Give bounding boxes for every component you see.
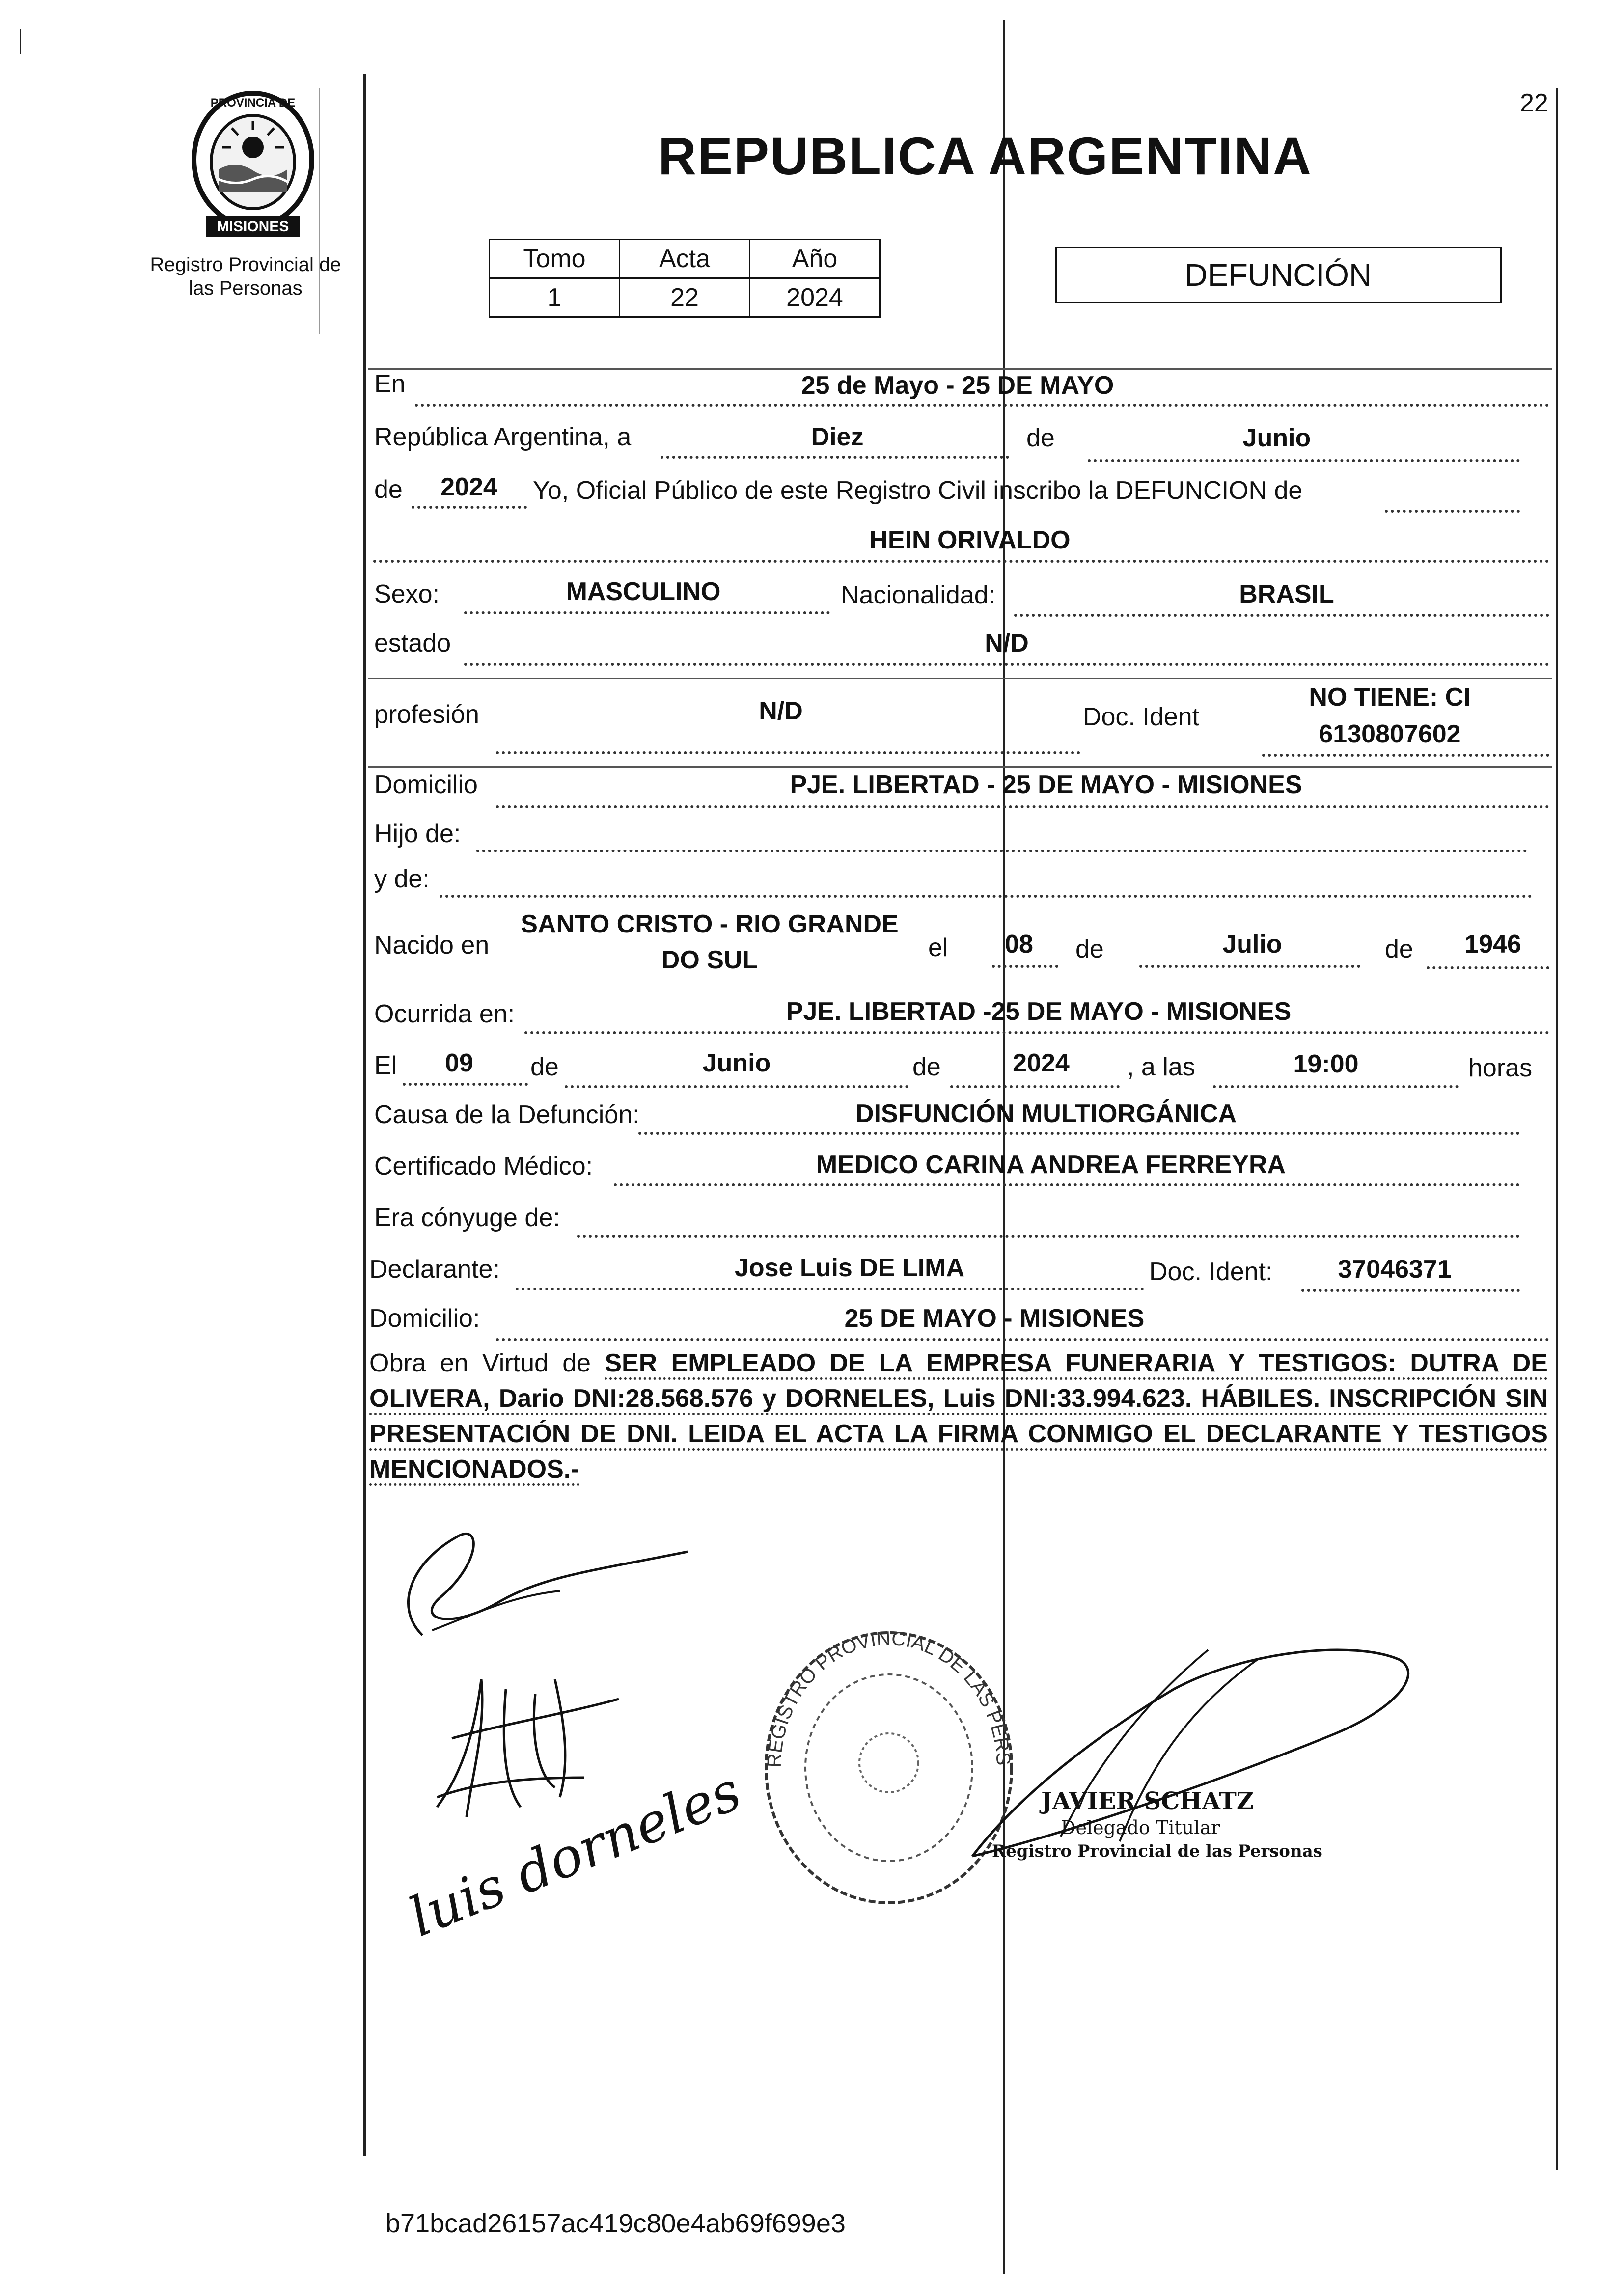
form-right-border (1556, 88, 1558, 2170)
nacionalidad-value: BRASIL (1239, 580, 1334, 608)
conyuge-dotted-line (577, 1235, 1520, 1238)
de-label-birth-1: de (1075, 935, 1104, 963)
declarante-dotted-line (516, 1288, 1144, 1290)
hijo-label: Hijo de: (374, 820, 461, 848)
birth-year: 1946 (1464, 930, 1521, 959)
estado-value: N/D (985, 629, 1029, 658)
obra-paragraph (369, 1345, 1548, 1487)
hijo-dotted-line (476, 850, 1527, 852)
sexo-label: Sexo: (374, 580, 440, 608)
birth-day-dotted-line (992, 965, 1058, 968)
month-dotted-line (1088, 459, 1520, 462)
domicilio-label: Domicilio (374, 770, 478, 799)
yde-dotted-line (440, 895, 1532, 898)
domicilio-value: PJE. LIBERTAD - 25 DE MAYO - MISIONES (790, 770, 1302, 799)
decl-doc-label: Doc. Ident: (1149, 1258, 1273, 1286)
causa-label: Causa de la Defunción: (374, 1100, 640, 1129)
acta-value-acta: 22 (620, 278, 750, 317)
causa-value: DISFUNCIÓN MULTIORGÁNICA (855, 1099, 1237, 1128)
profesion-dotted-line (496, 751, 1080, 754)
declarante-label: Declarante: (369, 1255, 500, 1284)
registry-name: Registro Provincial de las Personas (150, 254, 341, 299)
official-name: JAVIER SCHATZ (1041, 1787, 1254, 1815)
a-las-label: , a las (1127, 1053, 1195, 1081)
acta-value-tomo: 1 (490, 278, 620, 317)
provincial-seal-logo (182, 86, 324, 243)
oficial-dotted-line (1385, 510, 1520, 513)
nacido-value-line1: SANTO CRISTO - RIO GRANDE (521, 910, 899, 938)
svg-text:PROVINCIA DE: PROVINCIA DE (210, 96, 296, 110)
death-year-dotted-line (950, 1085, 1120, 1088)
declarante-value: Jose Luis DE LIMA (734, 1254, 965, 1282)
doc-ident-value-line2: 6130807602 (1319, 720, 1461, 748)
nacionalidad-dotted-line (1014, 614, 1549, 617)
page-number: 22 (1520, 89, 1548, 117)
death-day-dotted-line (403, 1083, 528, 1086)
death-month-dotted-line (565, 1085, 908, 1088)
yde-label: y de: (374, 865, 430, 893)
ocurrida-value: PJE. LIBERTAD -25 DE MAYO - MISIONES (786, 997, 1292, 1026)
document-hash: b71bcad26157ac419c80e4ab69f699e3 (385, 2209, 846, 2238)
nacido-value-line2: DO SUL (661, 946, 758, 974)
year-dotted-line (412, 506, 527, 509)
de-label-death-1: de (530, 1053, 559, 1081)
oficial-text: Yo, Oficial Público de este Registro Civil inscribo la DEFUNCION de (533, 476, 1303, 505)
official-title: Delegado Titular (1061, 1817, 1220, 1838)
form-left-border (363, 74, 366, 2156)
svg-text:luis dorneles: luis dorneles (400, 1759, 749, 1949)
de-label-2: de (374, 475, 403, 504)
acta-header-anio: Año (750, 240, 880, 278)
obra-label: Obra en Virtud de (369, 1349, 591, 1377)
decl-doc-dotted-line (1301, 1289, 1520, 1292)
conyuge-label: Era cónyuge de: (374, 1204, 560, 1232)
acta-header-tomo: Tomo (490, 240, 620, 278)
profesion-value: N/D (759, 697, 803, 725)
horas-label: horas (1468, 1054, 1533, 1082)
domicilio2-value: 25 DE MAYO - MISIONES (844, 1304, 1145, 1333)
acta-value-anio: 2024 (750, 278, 880, 317)
birth-month-dotted-line (1139, 965, 1360, 968)
day-value: Diez (811, 423, 864, 451)
doc-ident-dotted-line (1262, 754, 1549, 757)
year-value: 2024 (440, 473, 497, 501)
causa-dotted-line (638, 1132, 1520, 1135)
en-label: En (374, 370, 406, 398)
de-label-death-2: de (912, 1053, 941, 1081)
estado-dotted-line (464, 663, 1549, 666)
profesion-label: profesión (374, 700, 479, 729)
official-registry: Registro Provincial de las Personas (992, 1841, 1322, 1861)
doc-ident-label: Doc. Ident (1083, 703, 1200, 731)
estado-label: estado (374, 629, 451, 658)
deceased-name: HEIN ORIVALDO (869, 526, 1071, 554)
month-value: Junio (1242, 424, 1311, 452)
el-label-birth: el (928, 933, 948, 962)
scan-line-left-edge (20, 29, 21, 54)
ocurrida-dotted-line (524, 1031, 1549, 1034)
certificado-dotted-line (614, 1183, 1520, 1186)
el-label-death: El (374, 1051, 397, 1080)
republica-label: República Argentina, a (374, 423, 632, 451)
en-value: 25 de Mayo - 25 DE MAYO (801, 371, 1114, 400)
witness-handwriting-signature (388, 1759, 749, 1949)
domicilio-dotted-line (496, 805, 1549, 808)
page-title: REPUBLICA ARGENTINA (658, 126, 1312, 186)
domicilio2-dotted-line (496, 1338, 1549, 1341)
row-separator (368, 766, 1552, 768)
ocurrida-label: Ocurrida en: (374, 1000, 515, 1028)
decl-doc-value: 37046371 (1338, 1255, 1452, 1284)
death-year: 2024 (1013, 1049, 1070, 1077)
nacionalidad-label: Nacionalidad: (841, 581, 996, 609)
de-label-birth-2: de (1385, 935, 1413, 963)
birth-month: Julio (1222, 930, 1282, 959)
doc-ident-value-line1: NO TIENE: CI (1309, 683, 1471, 712)
birth-day: 08 (1005, 930, 1033, 959)
acta-header-acta: Acta (620, 240, 750, 278)
row-separator (368, 678, 1552, 679)
obra-value: SER EMPLEADO DE LA EMPRESA FUNERARIA Y TESTIGOS: DUTRA DE OLIVERA, Dario DNI:28.568.576 y DORNELES, Luis DNI:33.994.623. HÁBILES. INSCRIPCIÓN SIN PRESENTACIÓN DE DNI. LEIDA EL ACTA LA FIRMA CONMIGO EL DECLARANTE Y TESTIGOS MENCIONADOS.- (369, 1349, 1548, 1486)
document-type-box: DEFUNCIÓN (1055, 247, 1502, 303)
death-month: Junio (702, 1049, 771, 1077)
death-time: 19:00 (1293, 1050, 1359, 1078)
birth-year-dotted-line (1427, 966, 1549, 969)
death-day: 09 (445, 1049, 473, 1077)
certificado-value: MEDICO CARINA ANDREA FERREYRA (816, 1151, 1286, 1179)
de-label-1: de (1026, 424, 1055, 452)
domicilio2-label: Domicilio: (369, 1304, 480, 1333)
scan-fold-line (1003, 20, 1005, 2274)
row-separator (368, 368, 1552, 370)
nacido-label: Nacido en (374, 931, 490, 960)
svg-text:REGISTRO PROVINCIAL DE LAS PER: REGISTRO PROVINCIAL DE LAS PERS (763, 1627, 1015, 1768)
sexo-value: MASCULINO (566, 577, 721, 606)
sexo-dotted-line (464, 611, 830, 614)
certificado-label: Certificado Médico: (374, 1152, 593, 1180)
name-dotted-line (373, 560, 1549, 563)
en-dotted-line (415, 404, 1549, 407)
svg-text:MISIONES: MISIONES (217, 219, 289, 235)
death-time-dotted-line (1213, 1085, 1459, 1088)
acta-table (489, 239, 881, 318)
day-dotted-line (661, 456, 1009, 459)
